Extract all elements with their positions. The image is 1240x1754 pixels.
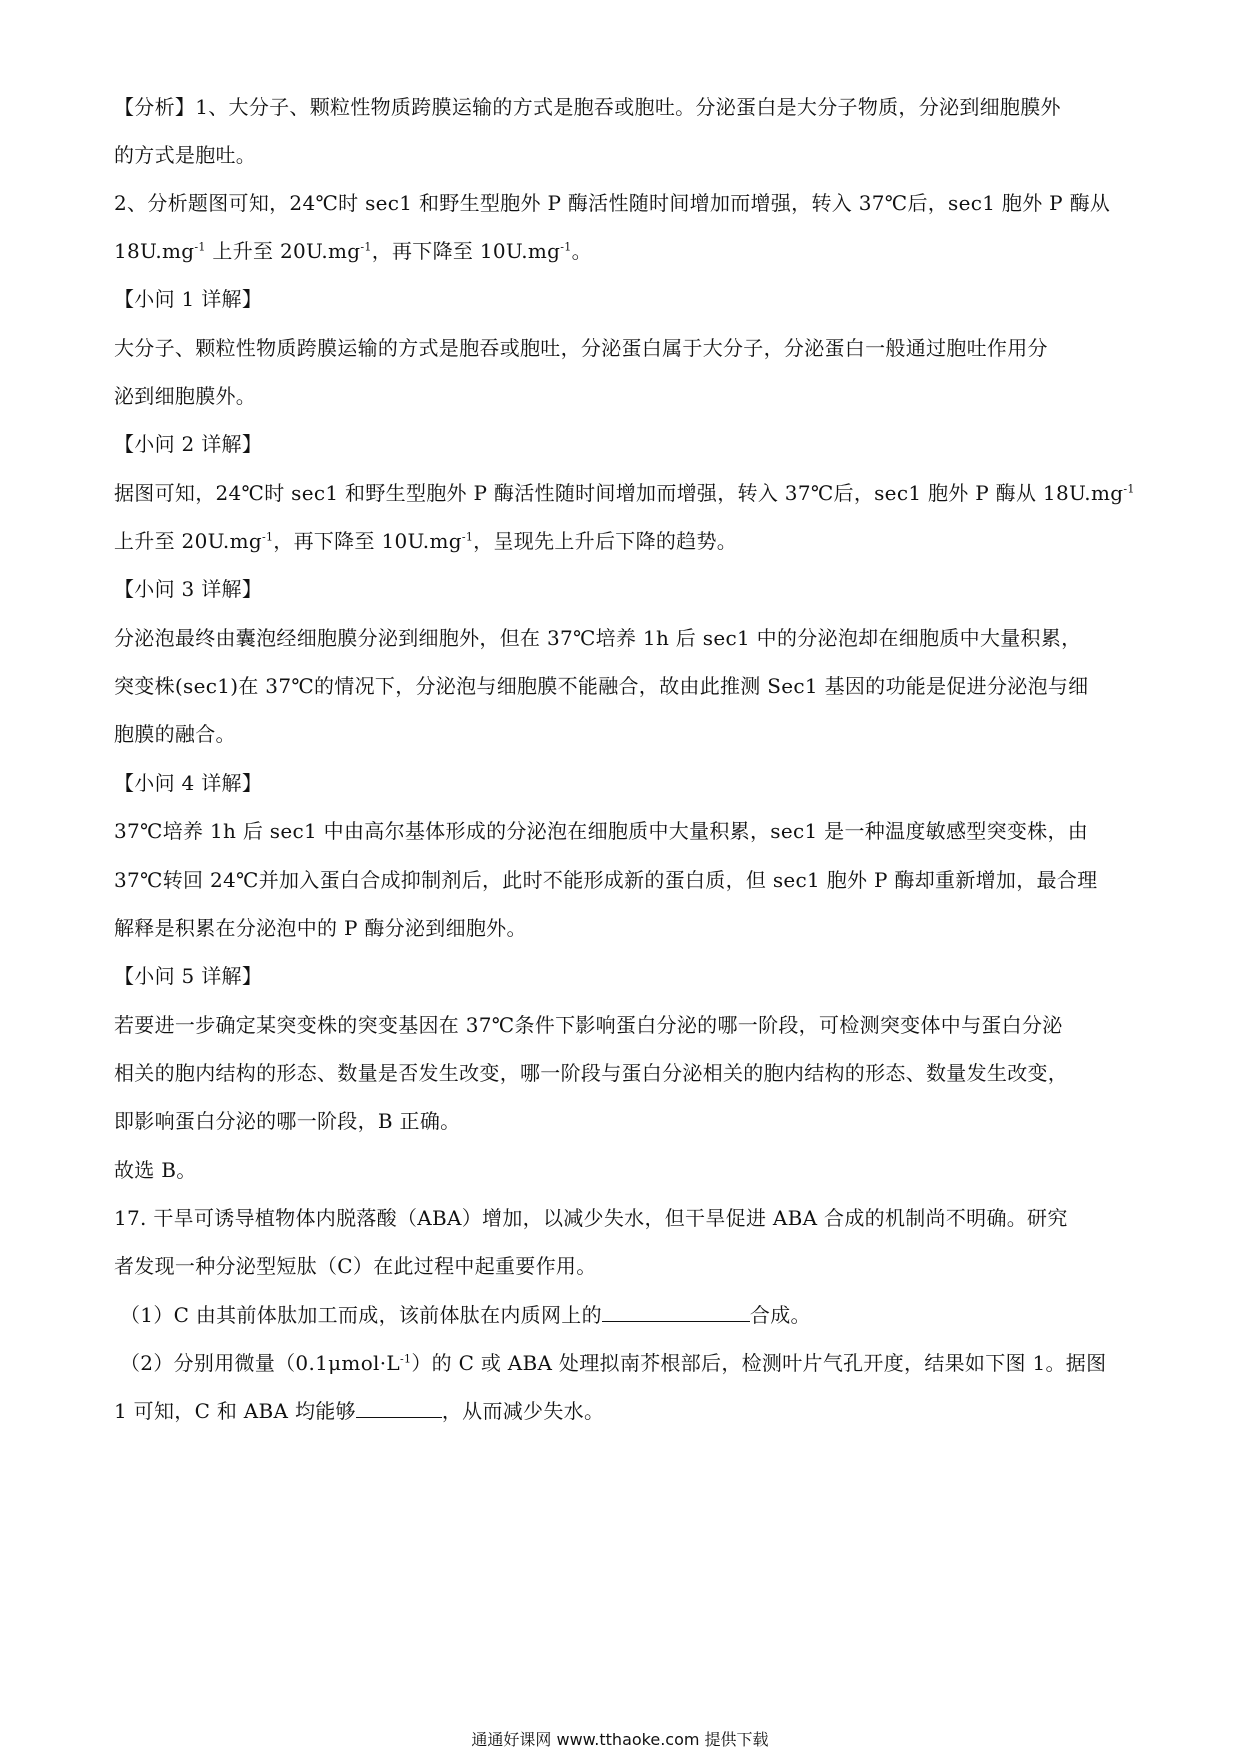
answer-blank-1[interactable] xyxy=(602,1303,750,1322)
superscript-minus-one: -1 xyxy=(461,530,474,544)
analysis-line-4 xyxy=(114,238,1134,264)
superscript-minus-one: -1 xyxy=(194,240,206,254)
q2-line-2-part-b: ，再下降至 10U.mg xyxy=(273,529,462,553)
q3-line-3: 胞膜的融合。 xyxy=(114,722,236,746)
q2-line-2 xyxy=(114,528,1134,554)
q4-line-2: 37℃转回 24℃并加入蛋白合成抑制剂后，此时不能形成新的蛋白质，但 sec1 胞外 P 酶却重新增加，最合理 xyxy=(114,868,1098,892)
problem-17-sub-2-cont xyxy=(114,1398,1134,1424)
sub-2-text-d: ，从而减少失水。 xyxy=(441,1399,605,1423)
q4-heading: 【小问 4 详解】 xyxy=(114,771,263,795)
sub-1-text-a: （1）C 由其前体肽加工而成，该前体肽在内质网上的 xyxy=(120,1303,602,1327)
q3-line-1: 分泌泡最终由囊泡经细胞膜分泌到细胞外，但在 37℃培养 1h 后 sec1 中的分泌泡却在细胞质中大量积累， xyxy=(114,626,1082,650)
analysis-line-4-part-c: ，再下降至 10U.mg xyxy=(371,239,561,263)
q4-line-3: 解释是积累在分泌泡中的 P 酶分泌到细胞外。 xyxy=(114,916,527,940)
superscript-minus-one: -1 xyxy=(1123,482,1135,496)
sub-2-text-c: 1 可知，C 和 ABA 均能够 xyxy=(114,1399,356,1423)
q2-line-2-part-a: 上升至 20U.mg xyxy=(114,529,262,553)
superscript-minus-one: -1 xyxy=(399,1352,412,1366)
analysis-line-4-part-b: 上升至 20U.mg xyxy=(212,239,361,263)
sub-2-text-b: ）的 C 或 ABA 处理拟南芥根部后，检测叶片气孔开度，结果如下图 1。据图 xyxy=(411,1351,1107,1375)
q4-line-1: 37℃培养 1h 后 sec1 中由高尔基体形成的分泌泡在细胞质中大量积累，sec1 是一种温度敏感型突变株，由 xyxy=(114,819,1089,843)
q3-line-2: 突变株(sec1)在 37℃的情况下，分泌泡与细胞膜不能融合，故由此推测 Sec1 基因的功能是促进分泌泡与细 xyxy=(114,674,1089,698)
problem-17-sub-1 xyxy=(120,1302,1140,1328)
problem-17-sub-2 xyxy=(120,1350,1140,1376)
superscript-minus-one: -1 xyxy=(560,240,572,254)
q5-line-1: 若要进一步确定某突变株的突变基因在 37℃条件下影响蛋白分泌的哪一阶段，可检测突变体中与蛋白分泌 xyxy=(114,1013,1063,1037)
problem-17-line-1: 17. 干旱可诱导植物体内脱落酸（ABA）增加，以减少失水，但干旱促进 ABA 合成的机制尚不明确。研究 xyxy=(114,1206,1068,1230)
page-footer: 通通好课网 www.tthaoke.com 提供下载 xyxy=(471,1730,769,1749)
sub-1-text-b: 合成。 xyxy=(749,1303,811,1327)
analysis-line-4-part-d: 。 xyxy=(571,239,592,263)
q5-line-4: 故选 B。 xyxy=(114,1158,197,1182)
analysis-line-1: 【分析】1、大分子、颗粒性物质跨膜运输的方式是胞吞或胞吐。分泌蛋白是大分子物质，分泌到细胞膜外 xyxy=(114,95,1061,119)
q2-line-2-part-c: ，呈现先上升后下降的趋势。 xyxy=(473,529,738,553)
q2-line-1-text: 据图可知，24℃时 sec1 和野生型胞外 P 酶活性随时间增加而增强，转入 37℃后，sec1 胞外 P 酶从 18U.mg xyxy=(114,481,1124,505)
q5-line-2: 相关的胞内结构的形态、数量是否发生改变，哪一阶段与蛋白分泌相关的胞内结构的形态、数量发生改变， xyxy=(114,1061,1069,1085)
q3-heading: 【小问 3 详解】 xyxy=(114,577,263,601)
q1-line-2: 泌到细胞膜外。 xyxy=(114,384,257,408)
q1-heading: 【小问 1 详解】 xyxy=(114,287,263,311)
problem-17-line-2: 者发现一种分泌型短肽（C）在此过程中起重要作用。 xyxy=(114,1254,597,1278)
q2-line-1 xyxy=(114,480,1134,506)
superscript-minus-one: -1 xyxy=(261,530,274,544)
q5-heading: 【小问 5 详解】 xyxy=(114,964,263,988)
analysis-line-3: 2、分析题图可知，24℃时 sec1 和野生型胞外 P 酶活性随时间增加而增强，转入 37℃后，sec1 胞外 P 酶从 xyxy=(114,191,1111,215)
sub-2-text-a: （2）分别用微量（0.1μmol·L xyxy=(120,1351,400,1375)
q2-heading: 【小问 2 详解】 xyxy=(114,432,263,456)
q1-line-1: 大分子、颗粒性物质跨膜运输的方式是胞吞或胞吐，分泌蛋白属于大分子，分泌蛋白一般通过胞吐作用分 xyxy=(114,336,1048,360)
analysis-line-2: 的方式是胞吐。 xyxy=(114,143,257,167)
superscript-minus-one: -1 xyxy=(360,240,372,254)
answer-blank-2[interactable] xyxy=(356,1399,442,1418)
analysis-line-4-part-a: 18U.mg xyxy=(114,239,195,263)
q5-line-3: 即影响蛋白分泌的哪一阶段，B 正确。 xyxy=(114,1109,461,1133)
